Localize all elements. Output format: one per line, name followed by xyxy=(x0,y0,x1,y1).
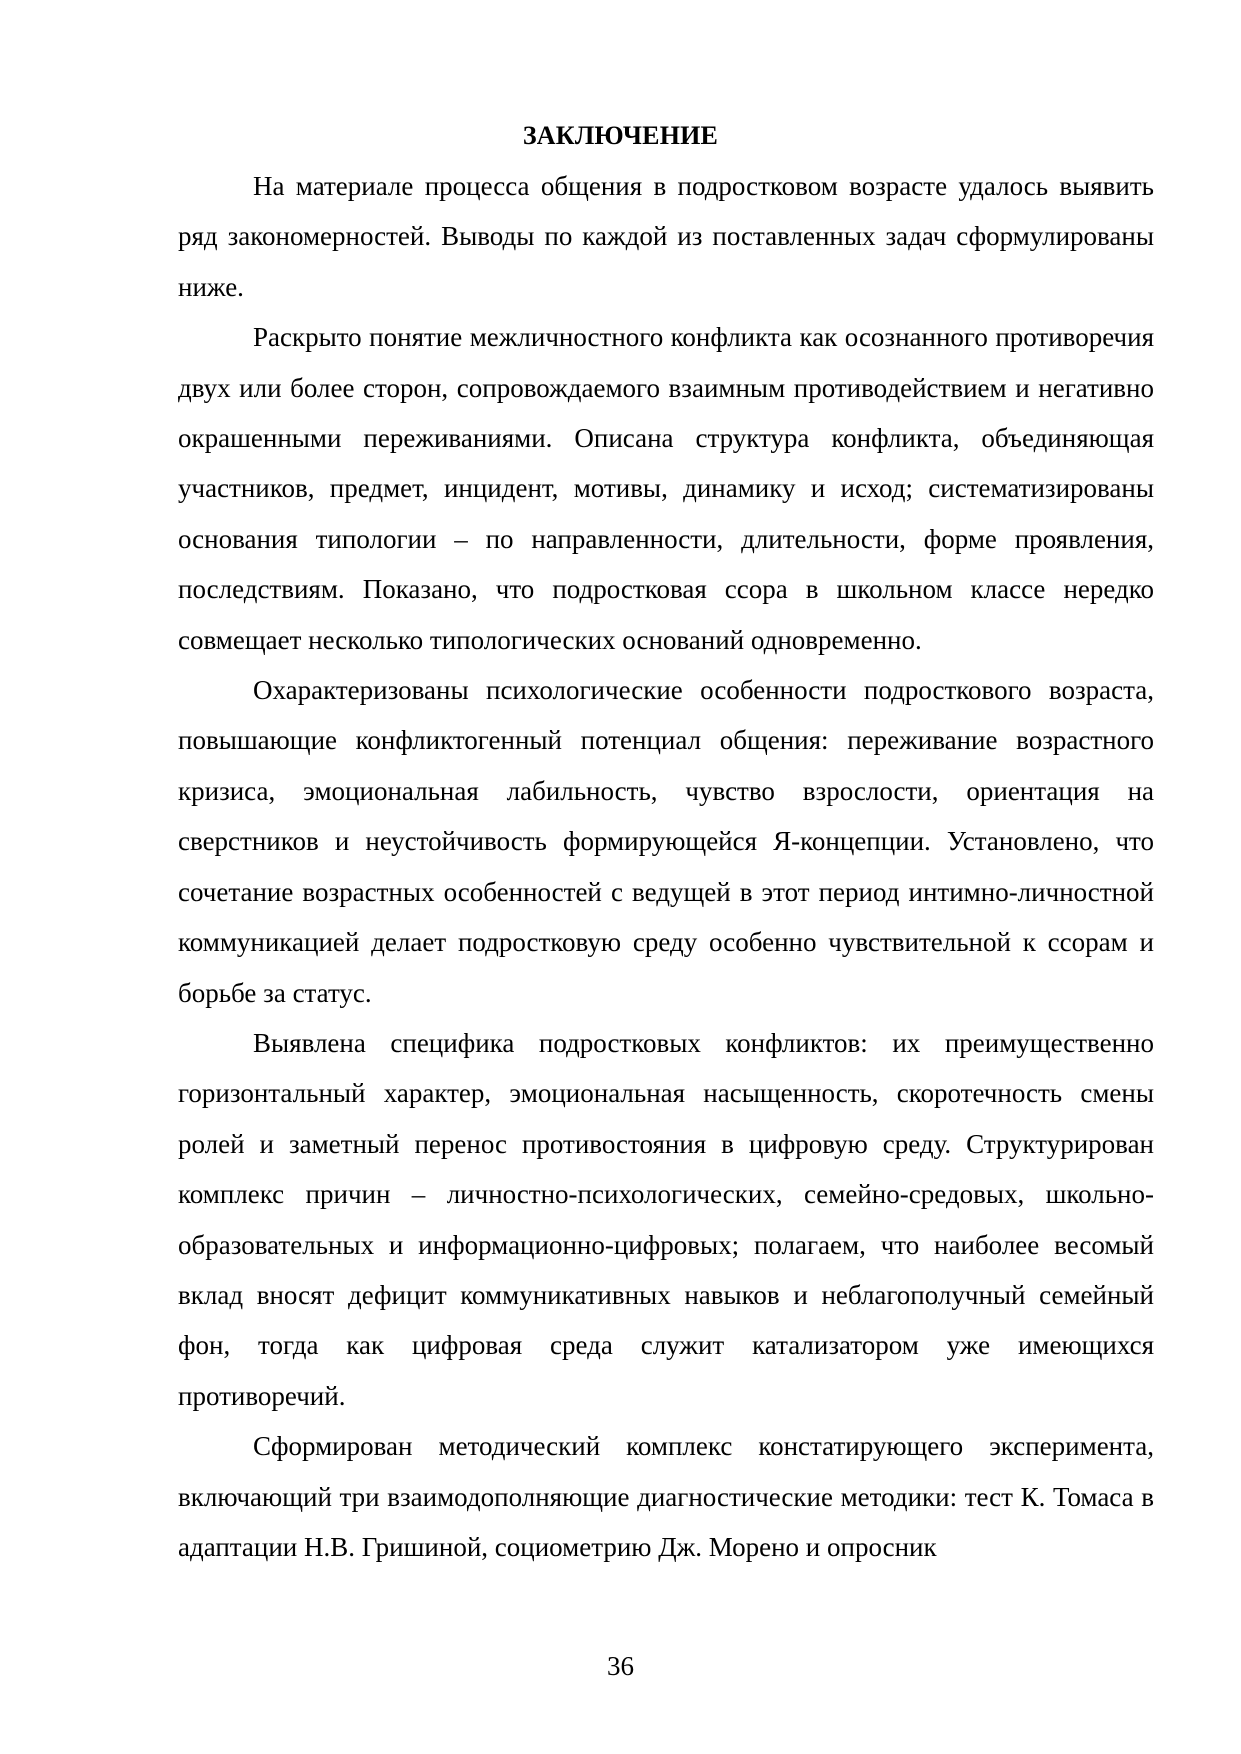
section-title: ЗАКЛЮЧЕНИЕ xyxy=(522,121,719,150)
paragraph-1: На материале процесса общения в подростковом возрасте удалось выявить ряд закономерностей. Выводы по каждой из поставленных задач сформулированы ниже. xyxy=(178,171,1154,302)
body-text xyxy=(178,161,1154,1572)
paragraph-3: Охарактеризованы психологические особенности подросткового возраста, повышающие конфликтогенный потенциал общения: переживание возрастного кризиса, эмоциональная лабильность, чувство взрослости, ориентация на сверстников и неустойчивость формирующейся Я-концепции. Установлено, что сочетание возрастных особенностей с ведущей в этот период интимно-личностной коммуникацией делает подростковую среду особенно чувствительной к ссорам и борьбе за статус. xyxy=(178,675,1154,1008)
paragraph-5: Сформирован методический комплекс констатирующего эксперимента, включающий три взаимодополняющие диагностические методики: тест К. Томаса в адаптации Н.В. Гришиной, социометрию Дж. Морено и опросник xyxy=(178,1431,1154,1562)
paragraph-4: Выявлена специфика подростковых конфликтов: их преимущественно горизонтальный характер, эмоциональная насыщенность, скоротечность смены ролей и заметный перенос противостояния в цифровую среду. Структурирован комплекс причин – личностно-психологических, семейно-средовых, школьно-образовательных и информационно-цифровых; полагаем, что наиболее весомый вклад вносят дефицит коммуникативных навыков и неблагополучный семейный фон, тогда как цифровая среда служит катализатором уже имеющихся противоречий. xyxy=(178,1027,1154,1411)
page-number: 36 xyxy=(607,1651,634,1681)
paragraph-2: Раскрыто понятие межличностного конфликта как осознанного противоречия двух или более сторон, сопровождаемого взаимным противодействием и негативно окрашенными переживаниями. Описана структура конфликта, объединяющая участников, предмет, инцидент, мотивы, динамику и исход; систематизированы основания типологии – по направленности, длительности, форме проявления, последствиям. Показано, что подростковая ссора в школьном классе нередко совмещает несколько типологических оснований одновременно. xyxy=(178,322,1154,655)
